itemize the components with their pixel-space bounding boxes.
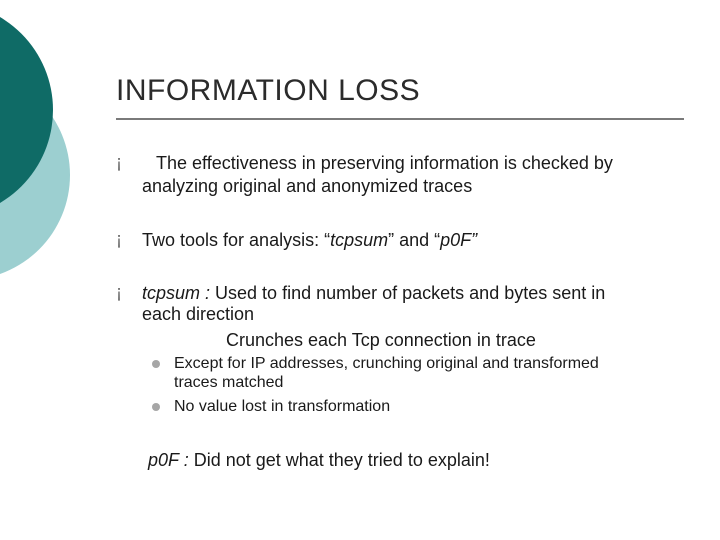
title-underline [116, 118, 684, 120]
sub-item-2: No value lost in transformation [174, 398, 391, 415]
sub-item-1-line-1: Except for IP addresses, crunching original and transformed [174, 355, 599, 372]
sub-bullet-dot [152, 403, 160, 411]
pof-note-rest: Did not get what they tried to explain! [188, 450, 490, 470]
bullet-3-line-1 [142, 282, 605, 304]
sub-bullet-dot [152, 360, 160, 368]
slide-title: INFORMATION LOSS [116, 74, 421, 107]
decorative-circles [0, 0, 120, 300]
bullet-2-prefix: Two tools for analysis: “ [142, 230, 331, 250]
bullet-2-mid: ” and “ [388, 230, 441, 250]
tool-name-tcpsum: tcpsum [330, 230, 389, 250]
bullet-1-line-1: The effectiveness in preserving information is checked by [156, 153, 613, 173]
pof-term: p0F : [148, 450, 189, 470]
pof-note [148, 449, 490, 471]
bullet-marker: ¡ [116, 282, 122, 302]
bullet-3-line-3: Crunches each Tcp connection in trace [226, 330, 536, 350]
sub-item-1-line-2: traces matched [174, 374, 284, 391]
tool-name-pof: p0F” [440, 230, 478, 250]
tcpsum-term: tcpsum : [142, 283, 211, 303]
bullet-marker: ¡ [116, 152, 122, 172]
bullet-marker: ¡ [116, 229, 122, 249]
bullet-3-line-2: each direction [142, 304, 255, 324]
bullet-3-line-1-rest: Used to find number of packets and bytes sent in [210, 283, 606, 303]
bullet-1-line-2: analyzing original and anonymized traces [142, 176, 473, 196]
bullet-2-text [142, 229, 477, 251]
